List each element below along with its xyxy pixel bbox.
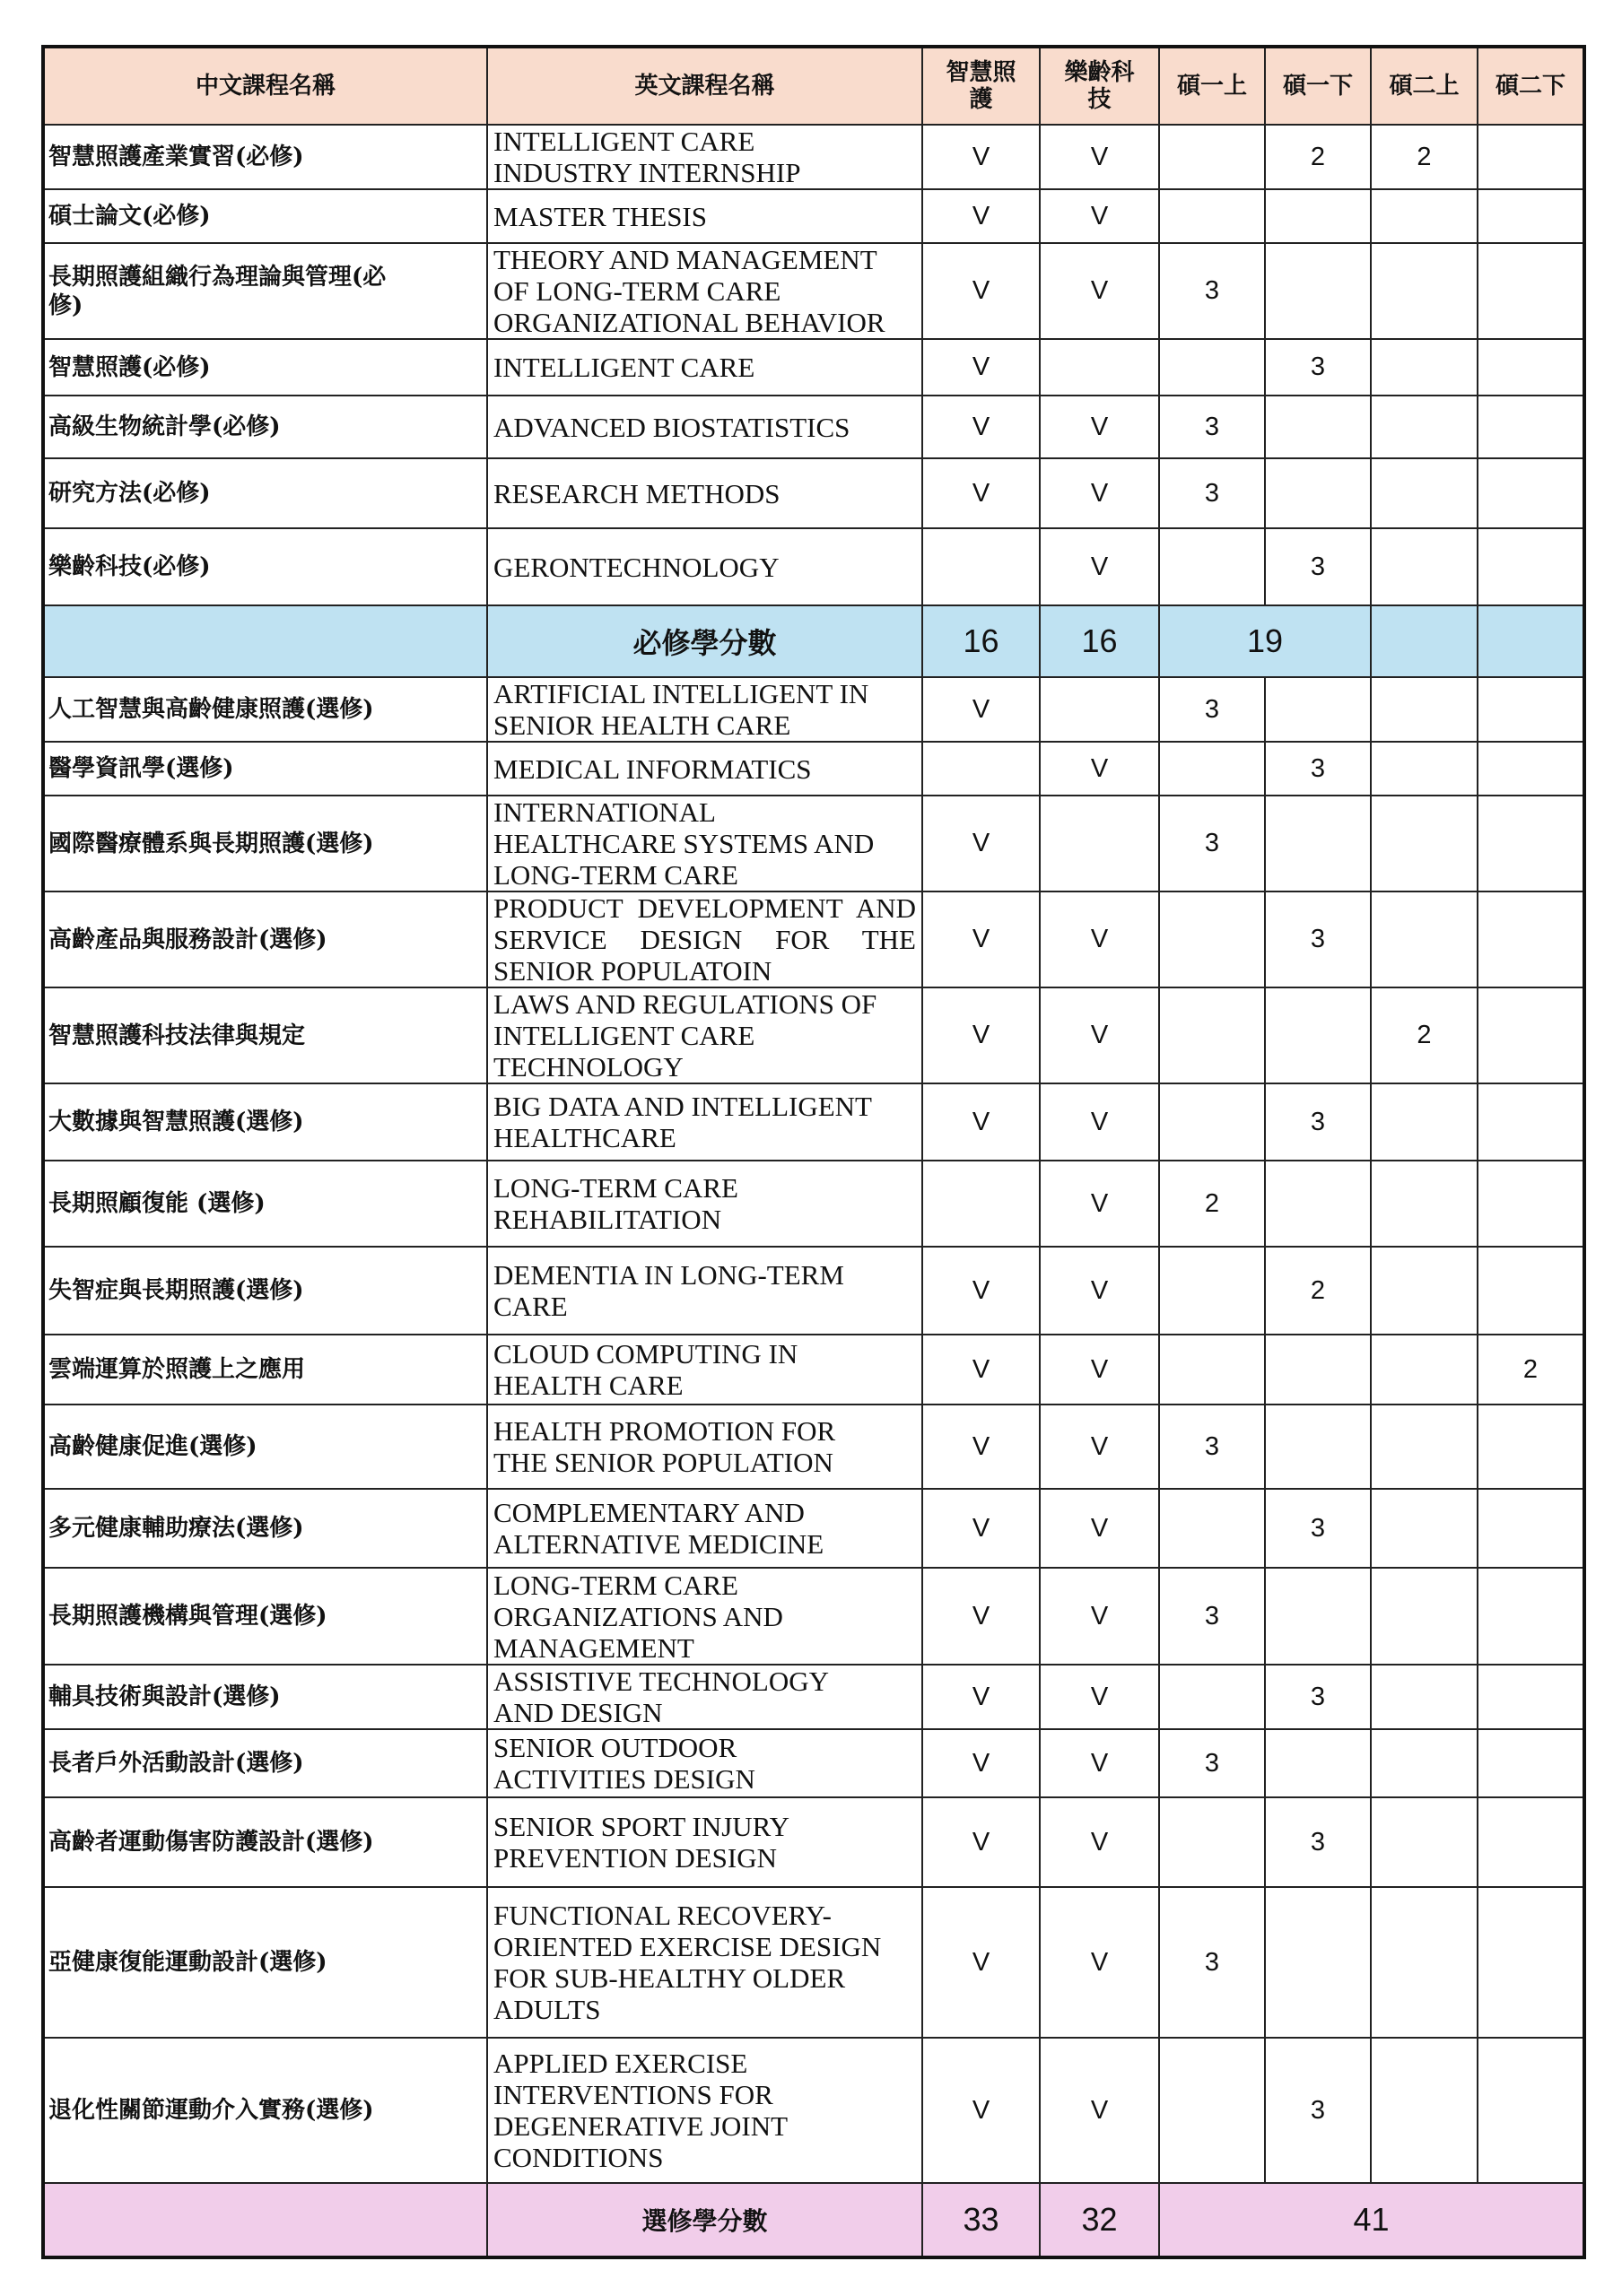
elective-course-y1-spring-credits: 3	[1265, 1797, 1371, 1887]
required-course-care-mark: V	[922, 396, 1040, 458]
required-course-en-name: INTELLIGENT CARE	[487, 339, 922, 396]
required-course-care-mark: V	[922, 189, 1040, 243]
header-year1-fall: 碩一上	[1159, 47, 1265, 125]
required-course-care-mark: V	[922, 458, 1040, 528]
required-course-tech-mark: V	[1040, 458, 1159, 528]
elective-summary-blank	[43, 2183, 487, 2257]
elective-course-row	[43, 1083, 1584, 1161]
elective-course-y2-fall-credits	[1371, 1665, 1478, 1729]
required-course-y2-fall-credits	[1371, 243, 1478, 339]
elective-course-care-mark: V	[922, 1797, 1040, 1887]
required-course-y1-spring-credits	[1265, 243, 1371, 339]
elective-course-y1-spring-credits: 3	[1265, 742, 1371, 796]
required-course-row	[43, 125, 1584, 189]
required-course-zh-name: 高級生物統計學(必修)	[43, 396, 487, 458]
elective-course-y2-spring-credits	[1478, 742, 1584, 796]
required-course-en-name: MASTER THESIS	[487, 189, 922, 243]
required-credits-tech: 16	[1040, 605, 1159, 677]
elective-course-y2-fall-credits	[1371, 1335, 1478, 1405]
elective-course-y1-fall-credits	[1159, 2038, 1265, 2183]
elective-course-en-name: BIG DATA AND INTELLIGENT HEALTHCARE	[487, 1083, 922, 1161]
elective-course-y1-fall-credits	[1159, 1489, 1265, 1568]
elective-course-y2-fall-credits	[1371, 1405, 1478, 1489]
required-course-zh-name: 樂齡科技(必修)	[43, 528, 487, 605]
elective-course-care-mark: V	[922, 1568, 1040, 1665]
elective-course-row	[43, 891, 1584, 987]
elective-course-y2-fall-credits	[1371, 1568, 1478, 1665]
required-course-zh-name: 研究方法(必修)	[43, 458, 487, 528]
elective-course-row	[43, 1729, 1584, 1797]
required-course-y1-spring-credits	[1265, 189, 1371, 243]
required-course-y1-fall-credits	[1159, 528, 1265, 605]
required-course-tech-mark: V	[1040, 396, 1159, 458]
required-course-row	[43, 458, 1584, 528]
required-course-zh-name: 碩士論文(必修)	[43, 189, 487, 243]
elective-course-y2-spring-credits	[1478, 1797, 1584, 1887]
elective-course-tech-mark: V	[1040, 742, 1159, 796]
required-course-zh-name: 長期照護組織行為理論與管理(必 修)	[43, 243, 487, 339]
required-course-en-name: ADVANCED BIOSTATISTICS	[487, 396, 922, 458]
elective-course-y2-fall-credits	[1371, 1247, 1478, 1335]
elective-course-y2-spring-credits	[1478, 1489, 1584, 1568]
elective-course-zh-name: 輔具技術與設計(選修)	[43, 1665, 487, 1729]
required-course-y2-spring-credits	[1478, 189, 1584, 243]
elective-course-y2-fall-credits	[1371, 2038, 1478, 2183]
elective-credits-tech: 32	[1040, 2183, 1159, 2257]
required-course-en-name: INTELLIGENT CARE INDUSTRY INTERNSHIP	[487, 125, 922, 189]
elective-course-tech-mark	[1040, 796, 1159, 891]
elective-summary-row	[43, 2183, 1584, 2257]
required-course-y2-fall-credits	[1371, 528, 1478, 605]
elective-course-y1-spring-credits	[1265, 1335, 1371, 1405]
elective-course-y2-spring-credits	[1478, 891, 1584, 987]
elective-course-y2-spring-credits	[1478, 1568, 1584, 1665]
elective-course-row	[43, 987, 1584, 1083]
elective-course-y1-spring-credits	[1265, 1161, 1371, 1247]
elective-course-y1-fall-credits	[1159, 1335, 1265, 1405]
required-course-y1-fall-credits	[1159, 189, 1265, 243]
elective-course-row	[43, 742, 1584, 796]
elective-course-tech-mark: V	[1040, 1887, 1159, 2038]
required-course-care-mark: V	[922, 243, 1040, 339]
elective-course-y2-spring-credits	[1478, 987, 1584, 1083]
elective-course-care-mark: V	[922, 891, 1040, 987]
elective-course-y2-fall-credits	[1371, 1887, 1478, 2038]
elective-course-y2-spring-credits	[1478, 1405, 1584, 1489]
required-summary-blank	[1371, 605, 1478, 677]
required-course-tech-mark: V	[1040, 125, 1159, 189]
elective-course-zh-name: 退化性關節運動介入實務(選修)	[43, 2038, 487, 2183]
elective-course-en-name: DEMENTIA IN LONG-TERM CARE	[487, 1247, 922, 1335]
elective-course-y2-spring-credits: 2	[1478, 1335, 1584, 1405]
required-summary	[43, 605, 1584, 677]
elective-course-y1-fall-credits	[1159, 1665, 1265, 1729]
required-course-y2-fall-credits	[1371, 396, 1478, 458]
elective-course-y1-fall-credits: 3	[1159, 1887, 1265, 2038]
elective-course-y1-fall-credits: 3	[1159, 677, 1265, 742]
required-credits-label: 必修學分數	[487, 605, 922, 677]
elective-course-y1-spring-credits: 3	[1265, 891, 1371, 987]
required-course-row	[43, 339, 1584, 396]
required-course-y1-fall-credits: 3	[1159, 396, 1265, 458]
elective-credits-care: 33	[922, 2183, 1040, 2257]
course-table-wrapper	[41, 45, 1583, 2259]
elective-course-y1-spring-credits	[1265, 677, 1371, 742]
required-course-row	[43, 528, 1584, 605]
elective-course-y2-fall-credits	[1371, 891, 1478, 987]
required-course-care-mark	[922, 528, 1040, 605]
elective-course-tech-mark: V	[1040, 891, 1159, 987]
elective-course-y2-fall-credits	[1371, 1797, 1478, 1887]
elective-course-y2-spring-credits	[1478, 677, 1584, 742]
elective-course-care-mark: V	[922, 796, 1040, 891]
required-course-y1-fall-credits	[1159, 125, 1265, 189]
elective-course-tech-mark: V	[1040, 1797, 1159, 1887]
elective-course-row	[43, 1797, 1584, 1887]
elective-credits-label: 選修學分數	[487, 2183, 922, 2257]
elective-course-row	[43, 1665, 1584, 1729]
elective-course-row	[43, 1247, 1584, 1335]
elective-course-y2-fall-credits	[1371, 742, 1478, 796]
elective-course-row	[43, 677, 1584, 742]
elective-course-y2-fall-credits	[1371, 1489, 1478, 1568]
required-course-y2-spring-credits	[1478, 396, 1584, 458]
required-course-y1-fall-credits: 3	[1159, 243, 1265, 339]
elective-course-zh-name: 高齡健康促進(選修)	[43, 1405, 487, 1489]
required-course-row	[43, 189, 1584, 243]
elective-course-en-name: LAWS AND REGULATIONS OF INTELLIGENT CARE TECHNOLOGY	[487, 987, 922, 1083]
required-course-y2-fall-credits	[1371, 339, 1478, 396]
elective-course-row	[43, 1489, 1584, 1568]
required-summary-blank	[1478, 605, 1584, 677]
elective-course-en-name: LONG-TERM CARE REHABILITATION	[487, 1161, 922, 1247]
required-course-y2-spring-credits	[1478, 125, 1584, 189]
required-course-y2-fall-credits	[1371, 458, 1478, 528]
elective-course-care-mark: V	[922, 2038, 1040, 2183]
required-course-y2-spring-credits	[1478, 339, 1584, 396]
elective-course-tech-mark: V	[1040, 987, 1159, 1083]
elective-course-en-name: COMPLEMENTARY AND ALTERNATIVE MEDICINE	[487, 1489, 922, 1568]
elective-course-zh-name: 雲端運算於照護上之應用	[43, 1335, 487, 1405]
elective-course-row	[43, 1335, 1584, 1405]
header-zh-name: 中文課程名稱	[43, 47, 487, 125]
elective-course-y1-fall-credits: 2	[1159, 1161, 1265, 1247]
elective-course-row	[43, 1568, 1584, 1665]
elective-course-y2-spring-credits	[1478, 1729, 1584, 1797]
elective-course-row	[43, 796, 1584, 891]
elective-course-en-name: ARTIFICIAL INTELLIGENT IN SENIOR HEALTH CARE	[487, 677, 922, 742]
elective-course-y2-spring-credits	[1478, 1887, 1584, 2038]
required-course-y1-spring-credits	[1265, 458, 1371, 528]
elective-course-tech-mark: V	[1040, 1665, 1159, 1729]
required-course-care-mark: V	[922, 125, 1040, 189]
elective-course-en-name: PRODUCT DEVELOPMENT AND SERVICE DESIGN FOR THE SENIOR POPULATOIN	[487, 891, 922, 987]
elective-course-care-mark: V	[922, 1489, 1040, 1568]
required-course-tech-mark	[1040, 339, 1159, 396]
required-course-y2-spring-credits	[1478, 458, 1584, 528]
required-credits-care: 16	[922, 605, 1040, 677]
elective-course-y1-spring-credits	[1265, 1887, 1371, 2038]
header-row	[43, 47, 1584, 125]
required-course-row	[43, 243, 1584, 339]
elective-course-care-mark	[922, 1161, 1040, 1247]
required-summary-blank	[43, 605, 487, 677]
elective-course-tech-mark: V	[1040, 2038, 1159, 2183]
elective-course-y1-fall-credits: 3	[1159, 796, 1265, 891]
elective-credits-total: 41	[1159, 2183, 1584, 2257]
elective-course-tech-mark: V	[1040, 1161, 1159, 1247]
elective-course-y2-fall-credits	[1371, 1729, 1478, 1797]
elective-course-y1-fall-credits	[1159, 987, 1265, 1083]
elective-course-zh-name: 長期照護機構與管理(選修)	[43, 1568, 487, 1665]
elective-course-care-mark: V	[922, 1405, 1040, 1489]
required-course-zh-name: 智慧照護產業實習(必修)	[43, 125, 487, 189]
elective-course-y1-fall-credits: 3	[1159, 1405, 1265, 1489]
required-course-y1-fall-credits	[1159, 339, 1265, 396]
elective-course-tech-mark: V	[1040, 1729, 1159, 1797]
elective-course-tech-mark: V	[1040, 1335, 1159, 1405]
elective-course-y2-spring-credits	[1478, 1665, 1584, 1729]
header-gerontechnology: 樂齡科 技	[1040, 47, 1159, 125]
required-summary-row	[43, 605, 1584, 677]
required-course-tech-mark: V	[1040, 189, 1159, 243]
elective-course-row	[43, 1405, 1584, 1489]
elective-course-tech-mark: V	[1040, 1247, 1159, 1335]
required-course-tech-mark: V	[1040, 528, 1159, 605]
required-course-y1-fall-credits: 3	[1159, 458, 1265, 528]
elective-course-y1-spring-credits: 3	[1265, 1665, 1371, 1729]
elective-course-tech-mark: V	[1040, 1489, 1159, 1568]
elective-course-care-mark: V	[922, 1729, 1040, 1797]
elective-course-row	[43, 2038, 1584, 2183]
elective-course-zh-name: 人工智慧與高齡健康照護(選修)	[43, 677, 487, 742]
elective-course-y1-fall-credits	[1159, 1083, 1265, 1161]
elective-course-row	[43, 1887, 1584, 2038]
elective-course-tech-mark: V	[1040, 1405, 1159, 1489]
elective-courses	[43, 677, 1584, 2183]
elective-course-y1-spring-credits: 2	[1265, 1247, 1371, 1335]
elective-course-y2-spring-credits	[1478, 2038, 1584, 2183]
required-course-row	[43, 396, 1584, 458]
elective-course-y2-spring-credits	[1478, 1161, 1584, 1247]
elective-course-y2-spring-credits	[1478, 796, 1584, 891]
elective-course-y1-spring-credits	[1265, 796, 1371, 891]
required-course-care-mark: V	[922, 339, 1040, 396]
elective-course-en-name: INTERNATIONAL HEALTHCARE SYSTEMS AND LONG-TERM CARE	[487, 796, 922, 891]
elective-summary	[43, 2183, 1584, 2257]
required-course-y1-spring-credits: 3	[1265, 339, 1371, 396]
required-course-y1-spring-credits	[1265, 396, 1371, 458]
elective-course-en-name: SENIOR OUTDOOR ACTIVITIES DESIGN	[487, 1729, 922, 1797]
elective-course-care-mark: V	[922, 677, 1040, 742]
required-course-y2-spring-credits	[1478, 243, 1584, 339]
elective-course-care-mark: V	[922, 987, 1040, 1083]
elective-course-care-mark: V	[922, 1887, 1040, 2038]
elective-course-y1-spring-credits	[1265, 1568, 1371, 1665]
elective-course-y2-fall-credits: 2	[1371, 987, 1478, 1083]
elective-course-en-name: LONG-TERM CARE ORGANIZATIONS AND MANAGEMENT	[487, 1568, 922, 1665]
elective-course-zh-name: 長期照顧復能 (選修)	[43, 1161, 487, 1247]
header-year2-fall: 碩二上	[1371, 47, 1478, 125]
elective-course-zh-name: 亞健康復能運動設計(選修)	[43, 1887, 487, 2038]
elective-course-zh-name: 智慧照護科技法律與規定	[43, 987, 487, 1083]
elective-course-en-name: ASSISTIVE TECHNOLOGY AND DESIGN	[487, 1665, 922, 1729]
elective-course-y1-fall-credits: 3	[1159, 1568, 1265, 1665]
header-en-name: 英文課程名稱	[487, 47, 922, 125]
elective-course-y1-spring-credits: 3	[1265, 2038, 1371, 2183]
elective-course-y1-spring-credits: 3	[1265, 1083, 1371, 1161]
elective-course-zh-name: 醫學資訊學(選修)	[43, 742, 487, 796]
header-year2-spring: 碩二下	[1478, 47, 1584, 125]
elective-course-y1-spring-credits	[1265, 987, 1371, 1083]
elective-course-zh-name: 高齡產品與服務設計(選修)	[43, 891, 487, 987]
required-course-y2-fall-credits	[1371, 189, 1478, 243]
elective-course-tech-mark	[1040, 677, 1159, 742]
elective-course-zh-name: 國際醫療體系與長期照護(選修)	[43, 796, 487, 891]
elective-course-y1-fall-credits	[1159, 891, 1265, 987]
required-course-y2-fall-credits: 2	[1371, 125, 1478, 189]
elective-course-y1-fall-credits	[1159, 1797, 1265, 1887]
elective-course-y1-fall-credits	[1159, 1247, 1265, 1335]
elective-course-y1-fall-credits: 3	[1159, 1729, 1265, 1797]
elective-course-en-name: APPLIED EXERCISE INTERVENTIONS FOR DEGENERATIVE JOINT CONDITIONS	[487, 2038, 922, 2183]
elective-course-zh-name: 高齡者運動傷害防護設計(選修)	[43, 1797, 487, 1887]
required-course-en-name: GERONTECHNOLOGY	[487, 528, 922, 605]
elective-course-zh-name: 大數據與智慧照護(選修)	[43, 1083, 487, 1161]
elective-course-zh-name: 長者戶外活動設計(選修)	[43, 1729, 487, 1797]
elective-course-y2-fall-credits	[1371, 1161, 1478, 1247]
elective-course-y2-fall-credits	[1371, 796, 1478, 891]
elective-course-y1-fall-credits	[1159, 742, 1265, 796]
elective-course-y2-spring-credits	[1478, 1247, 1584, 1335]
elective-course-en-name: CLOUD COMPUTING IN HEALTH CARE	[487, 1335, 922, 1405]
required-course-en-name: RESEARCH METHODS	[487, 458, 922, 528]
elective-course-zh-name: 多元健康輔助療法(選修)	[43, 1489, 487, 1568]
required-course-tech-mark: V	[1040, 243, 1159, 339]
elective-course-y2-fall-credits	[1371, 677, 1478, 742]
required-credits-total: 19	[1159, 605, 1371, 677]
elective-course-care-mark: V	[922, 1665, 1040, 1729]
required-courses	[43, 125, 1584, 605]
elective-course-en-name: HEALTH PROMOTION FOR THE SENIOR POPULATION	[487, 1405, 922, 1489]
elective-course-y1-spring-credits	[1265, 1729, 1371, 1797]
elective-course-zh-name: 失智症與長期照護(選修)	[43, 1247, 487, 1335]
elective-course-tech-mark: V	[1040, 1568, 1159, 1665]
elective-course-row	[43, 1161, 1584, 1247]
elective-course-y1-spring-credits: 3	[1265, 1489, 1371, 1568]
elective-course-en-name: SENIOR SPORT INJURY PREVENTION DESIGN	[487, 1797, 922, 1887]
elective-course-en-name: MEDICAL INFORMATICS	[487, 742, 922, 796]
required-course-y2-spring-credits	[1478, 528, 1584, 605]
required-course-y1-spring-credits: 2	[1265, 125, 1371, 189]
elective-course-y2-fall-credits	[1371, 1083, 1478, 1161]
required-course-en-name: THEORY AND MANAGEMENT OF LONG-TERM CARE ORGANIZATIONAL BEHAVIOR	[487, 243, 922, 339]
elective-course-care-mark: V	[922, 1247, 1040, 1335]
elective-course-care-mark: V	[922, 1335, 1040, 1405]
course-credit-table	[41, 45, 1586, 2259]
header-intelligent-care: 智慧照 護	[922, 47, 1040, 125]
elective-course-tech-mark: V	[1040, 1083, 1159, 1161]
header-year1-spring: 碩一下	[1265, 47, 1371, 125]
required-course-y1-spring-credits: 3	[1265, 528, 1371, 605]
required-course-zh-name: 智慧照護(必修)	[43, 339, 487, 396]
elective-course-en-name: FUNCTIONAL RECOVERY- ORIENTED EXERCISE DESIGN FOR SUB-HEALTHY OLDER ADULTS	[487, 1887, 922, 2038]
elective-course-y1-spring-credits	[1265, 1405, 1371, 1489]
elective-course-care-mark: V	[922, 1083, 1040, 1161]
elective-course-care-mark	[922, 742, 1040, 796]
elective-course-y2-spring-credits	[1478, 1083, 1584, 1161]
